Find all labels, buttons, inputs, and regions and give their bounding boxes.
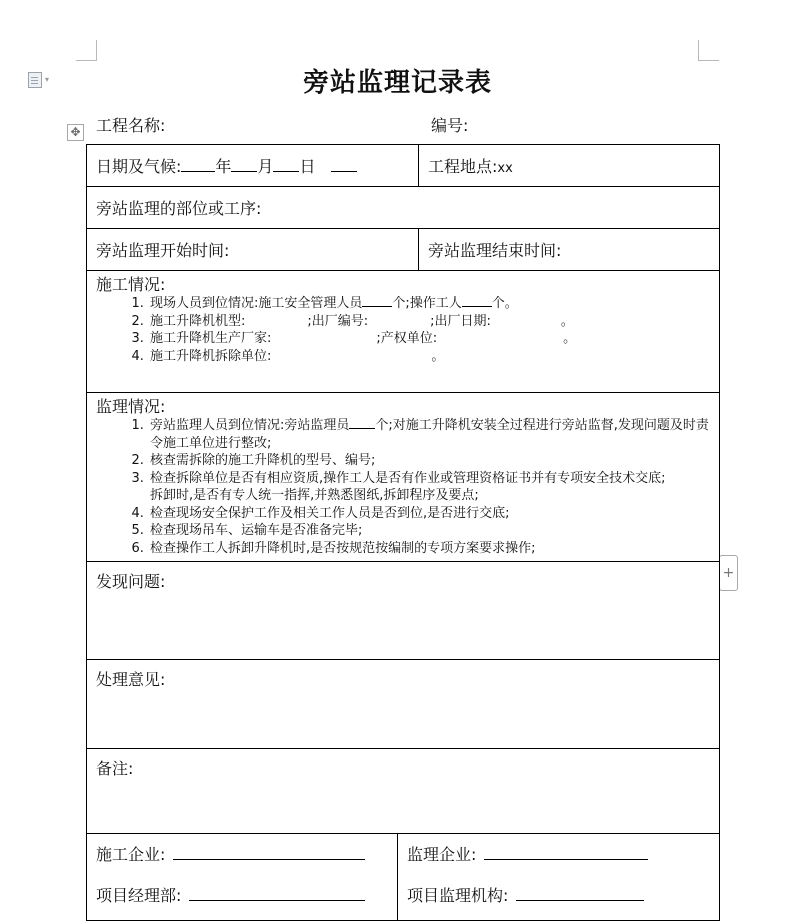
number-label: 编号: [431,116,469,135]
construction-company-label: 施工企业: [96,845,166,864]
list-item: 2. 施工升降机机型: ;出厂编号: ;出厂日期: 。 [148,313,710,331]
list-item: 6. 检查操作工人拆卸升降机时,是否按规范按编制的专项方案要求操作; [148,540,710,558]
list-item: 5. 检查现场吊车、运输车是否准备完毕; [148,522,710,540]
page-corner-mark-top-left [76,40,97,61]
table-row [87,271,720,393]
day-unit: 日 [299,157,316,176]
table-row [87,562,720,660]
list-item: 3. 检查拆除单位是否有相应资质,操作工人是否有作业或管理资格证书并有专项安全技术交底; 拆卸时,是否有专人统一指挥,并熟悉图纸,拆卸程序及要点; [148,470,710,505]
construction-heading: 施工情况: [96,275,166,294]
construction-company-blank[interactable] [173,845,365,860]
manager-count-blank[interactable] [362,295,392,307]
problems-cell[interactable] [87,562,720,660]
opinions-cell[interactable] [87,660,720,749]
supervision-company-blank[interactable] [484,845,648,860]
table-row [87,749,720,834]
page-title: 旁站监理记录表 [302,68,492,98]
start-time-cell [87,229,419,271]
weather-blank[interactable] [331,157,357,172]
table-row [87,834,720,921]
start-time-label: 旁站监理开始时间: [96,241,230,260]
remarks-label: 备注: [96,759,134,778]
list-item: 4. 施工升降机拆除单位: 。 [148,348,710,366]
location-value: xx [497,161,513,176]
construction-list [96,295,710,365]
problems-label: 发现问题: [96,572,166,591]
construction-cell [87,271,720,393]
supervision-list [96,417,710,557]
list-item: 4. 检查现场安全保护工作及相关工作人员是否到位,是否进行交底; [148,505,710,523]
month-blank[interactable] [231,157,257,172]
part-cell [87,187,720,229]
page-corner-mark-top-right [698,40,719,61]
add-row-icon[interactable]: + [719,555,738,591]
chevron-down-icon[interactable]: ▾ [45,75,50,84]
table-row [87,393,720,562]
table-move-handle-icon[interactable]: ✥ [67,124,84,141]
supervision-record-table [86,144,720,921]
supervision-company-label: 监理企业: [407,845,477,864]
day-blank[interactable] [273,157,299,172]
supervision-org-label: 项目监理机构: [407,886,509,905]
table-row [87,145,720,187]
year-unit: 年 [215,157,232,176]
location-cell [419,145,720,187]
remarks-cell[interactable] [87,749,720,834]
supervisor-count-blank[interactable] [349,417,375,429]
table-row [87,187,720,229]
project-name-label: 工程名称: [96,116,166,135]
worker-count-blank[interactable] [462,295,492,307]
supervision-company-cell [398,834,720,921]
part-label: 旁站监理的部位或工序: [96,199,262,218]
construction-company-cell [87,834,398,921]
list-item: 3. 施工升降机生产厂家: ;产权单位: 。 [148,330,710,348]
date-weather-cell [87,145,419,187]
project-manager-dept-blank[interactable] [189,886,365,901]
location-label: 工程地点: [428,157,498,176]
supervision-org-blank[interactable] [516,886,644,901]
project-manager-dept-label: 项目经理部: [96,886,182,905]
table-row [87,660,720,749]
date-weather-label: 日期及气候: [96,157,182,176]
list-item: 1. 旁站监理人员到位情况:旁站监理员 个;对施工升降机安装全过程进行旁站监督,发现问题及时责令施工单位进行整改; [148,417,710,452]
month-unit: 月 [257,157,274,176]
opinions-label: 处理意见: [96,670,166,689]
list-item: 2. 核查需拆除的施工升降机的型号、编号; [148,452,710,470]
table-row [87,229,720,271]
supervision-heading: 监理情况: [96,397,166,416]
list-item: 1. 现场人员到位情况:施工安全管理人员 个;操作工人 个。 [148,295,710,313]
end-time-cell [419,229,720,271]
year-blank[interactable] [181,157,215,172]
supervision-cell [87,393,720,562]
end-time-label: 旁站监理结束时间: [428,241,562,260]
